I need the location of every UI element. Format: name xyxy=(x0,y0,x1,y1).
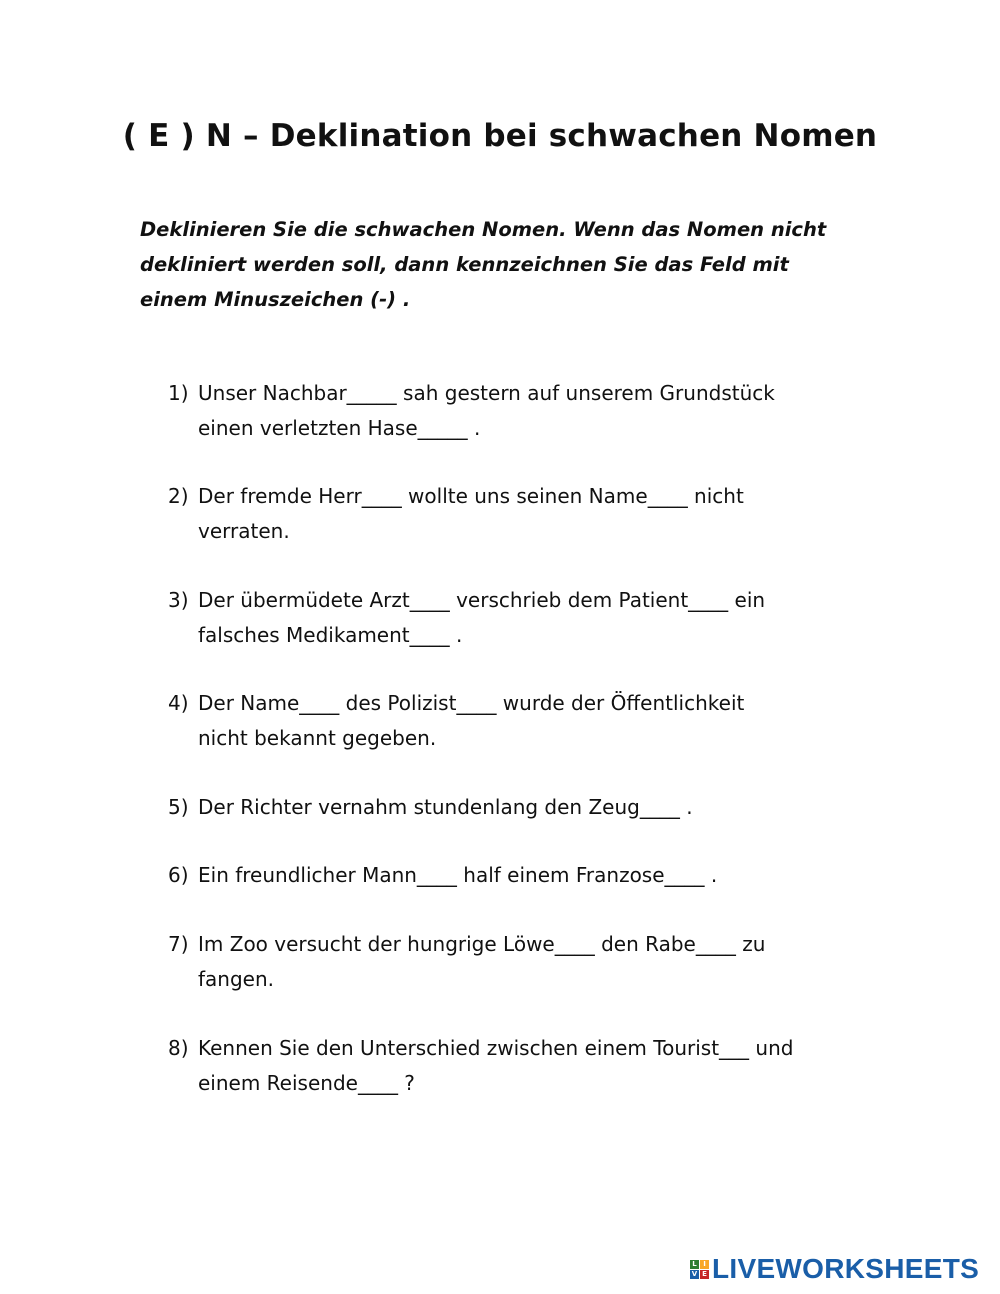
logo-icon-cell: L xyxy=(690,1260,699,1269)
exercise-1 xyxy=(168,376,888,446)
instructions-line: dekliniert werden soll, dann kennzeichnen Sie das Feld mit xyxy=(140,253,789,276)
logo-icon-cell: E xyxy=(700,1270,709,1279)
exercise-text: Der übermüdete Arzt____ verschrieb dem Patient____ ein xyxy=(198,588,766,612)
exercise-number: 5) xyxy=(168,795,189,819)
exercise-3 xyxy=(168,583,888,653)
exercise-text: Der fremde Herr____ wollte uns seinen Name____ nicht xyxy=(198,484,744,508)
exercise-number: 1) xyxy=(168,381,189,405)
exercise-text: falsches Medikament____ . xyxy=(198,623,463,647)
exercise-6 xyxy=(168,858,888,893)
instructions xyxy=(140,212,860,317)
exercise-text: verraten. xyxy=(198,519,290,543)
exercise-text: Der Richter vernahm stundenlang den Zeug____ . xyxy=(198,795,693,819)
exercise-number: 4) xyxy=(168,691,189,715)
exercise-text: Kennen Sie den Unterschied zwischen einem Tourist___ und xyxy=(198,1036,794,1060)
exercise-8 xyxy=(168,1031,888,1101)
logo-icon-cell: V xyxy=(691,1269,698,1278)
page-title: ( E ) N – Deklination bei schwachen Nomen xyxy=(122,118,878,154)
instructions-line: Deklinieren Sie die schwachen Nomen. Wenn das Nomen nicht xyxy=(140,218,827,241)
liveworksheets-logo xyxy=(690,1252,979,1286)
exercise-text: nicht bekannt gegeben. xyxy=(198,726,437,750)
exercise-7 xyxy=(168,927,888,997)
exercise-number: 2) xyxy=(168,484,189,508)
exercise-text: Unser Nachbar_____ sah gestern auf unserem Grundstück xyxy=(198,381,775,405)
exercise-2 xyxy=(168,479,888,549)
exercise-text: fangen. xyxy=(198,967,275,991)
instructions-line: einem Minuszeichen (-) . xyxy=(140,288,411,311)
exercise-4 xyxy=(168,686,888,756)
exercise-number: 8) xyxy=(168,1036,189,1060)
exercise-number: 3) xyxy=(168,588,189,612)
exercise-text: Ein freundlicher Mann____ half einem Franzose____ . xyxy=(198,863,718,887)
logo-icon-cell: I xyxy=(700,1260,709,1269)
logo-icon xyxy=(690,1260,709,1279)
exercise-text: einen verletzten Hase_____ . xyxy=(198,416,481,440)
logo-text: LIVEWORKSHEETS xyxy=(712,1253,980,1284)
exercise-number: 7) xyxy=(168,932,189,956)
exercise-text: Der Name____ des Polizist____ wurde der Öffentlichkeit xyxy=(198,691,745,715)
exercise-number: 6) xyxy=(168,863,189,887)
exercise-5 xyxy=(168,790,888,825)
exercise-text: einem Reisende____ ? xyxy=(198,1071,415,1095)
exercise-text: Im Zoo versucht der hungrige Löwe____ den Rabe____ zu xyxy=(198,932,766,956)
